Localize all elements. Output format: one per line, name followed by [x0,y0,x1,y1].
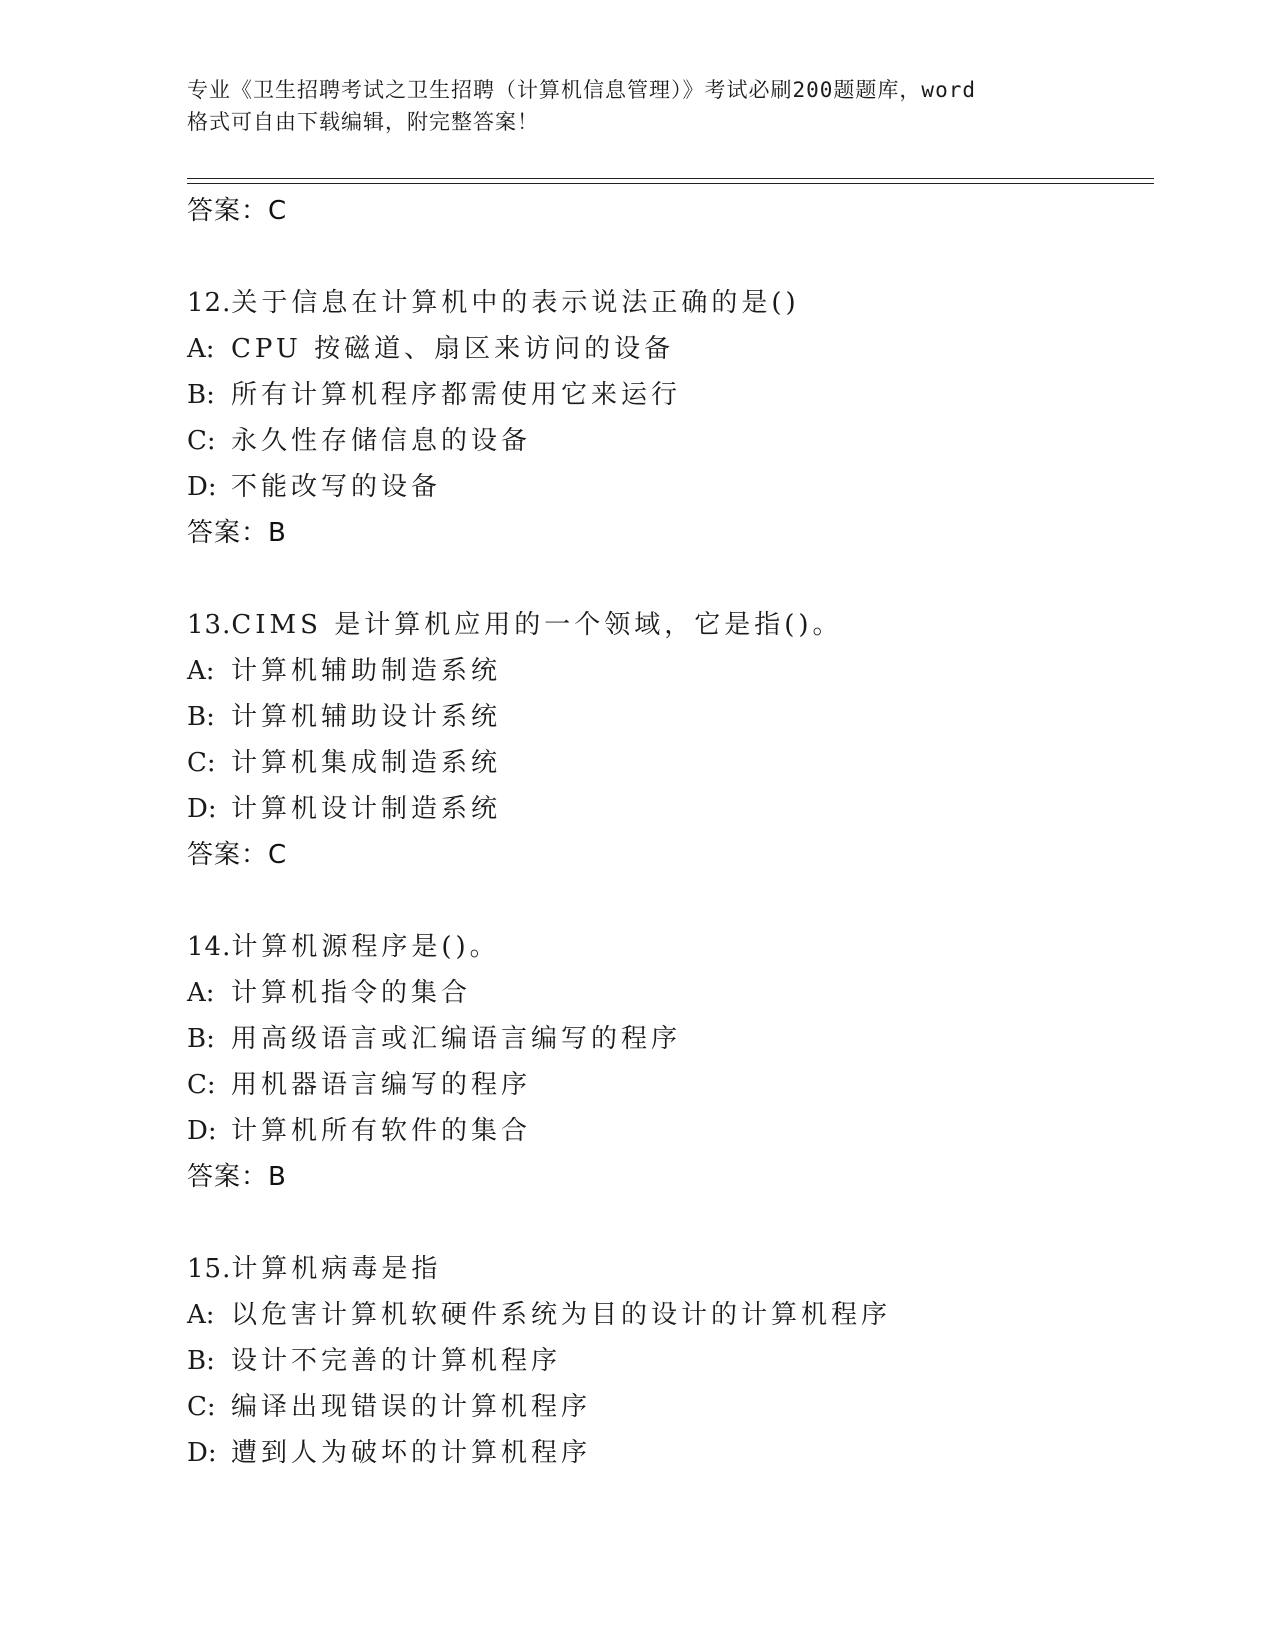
answer-line: 答案：B [187,1162,287,1192]
option-letter: A: [187,1300,215,1330]
header-line-2: 格式可自由下载编辑，附完整答案！ [187,110,539,134]
option-text: 所有计算机程序都需使用它来运行 [231,380,682,410]
option-letter: B: [187,1024,215,1054]
option-text: 以危害计算机软硬件系统为目的设计的计算机程序 [231,1300,892,1330]
option-text: CPU 按磁道、扇区来访问的设备 [231,334,675,364]
question-text: CIMS 是计算机应用的一个领域，它是指()。 [231,610,843,640]
option-c [187,418,1147,464]
option-text: 计算机指令的集合 [231,978,472,1008]
option-text: 编译出现错误的计算机程序 [231,1392,592,1422]
option-d [187,786,1147,832]
answer-line-prev: 答案：C [187,196,288,226]
option-letter: B: [187,1346,215,1376]
question-12 [187,280,1147,556]
question-15 [187,1246,1147,1476]
question-text: 计算机病毒是指 [231,1254,442,1284]
option-letter: D: [187,472,217,502]
option-b [187,694,1147,740]
option-b [187,1338,1147,1384]
option-text: 计算机辅助设计系统 [231,702,502,732]
option-letter: C: [187,1070,216,1100]
option-text: 计算机所有软件的集合 [231,1116,532,1146]
question-stem [187,1246,1147,1292]
option-a [187,326,1147,372]
option-c [187,740,1147,786]
question-13 [187,602,1147,878]
option-text: 计算机辅助制造系统 [231,656,502,686]
question-stem [187,602,1147,648]
question-number: 15. [187,1254,232,1284]
question-text: 计算机源程序是()。 [231,932,500,962]
option-d [187,1108,1147,1154]
option-letter: D: [187,794,217,824]
answer-line: 答案：C [187,840,288,870]
question-list [187,188,1147,1476]
option-b [187,372,1147,418]
question-stem [187,280,1147,326]
question-stem [187,924,1147,970]
option-c [187,1062,1147,1108]
option-letter: D: [187,1116,217,1146]
option-d [187,464,1147,510]
option-letter: B: [187,380,215,410]
option-a [187,1292,1147,1338]
question-text: 关于信息在计算机中的表示说法正确的是() [231,288,800,318]
option-b [187,1016,1147,1062]
option-letter: B: [187,702,215,732]
option-letter: A: [187,978,215,1008]
option-d [187,1430,1147,1476]
option-a [187,648,1147,694]
option-a [187,970,1147,1016]
question-number: 14. [187,932,232,962]
option-text: 用机器语言编写的程序 [231,1070,532,1100]
option-letter: C: [187,1392,216,1422]
header-line-1: 专业《卫生招聘考试之卫生招聘（计算机信息管理）》考试必刷200题题库，word [187,78,976,102]
document-header [187,74,1087,138]
option-c [187,1384,1147,1430]
answer-line: 答案：B [187,518,287,548]
question-14 [187,924,1147,1200]
option-letter: A: [187,334,215,364]
option-text: 计算机设计制造系统 [231,794,502,824]
option-letter: C: [187,426,216,456]
header-divider-bottom [187,183,1154,184]
option-letter: A: [187,656,215,686]
option-text: 计算机集成制造系统 [231,748,502,778]
option-text: 不能改写的设备 [231,472,442,502]
option-text: 遭到人为破坏的计算机程序 [231,1438,592,1468]
header-divider-top [187,178,1154,179]
option-text: 设计不完善的计算机程序 [231,1346,562,1376]
option-letter: D: [187,1438,217,1468]
option-text: 永久性存储信息的设备 [231,426,532,456]
option-text: 用高级语言或汇编语言编写的程序 [231,1024,682,1054]
option-letter: C: [187,748,216,778]
question-number: 13. [187,610,232,640]
question-number: 12. [187,288,232,318]
